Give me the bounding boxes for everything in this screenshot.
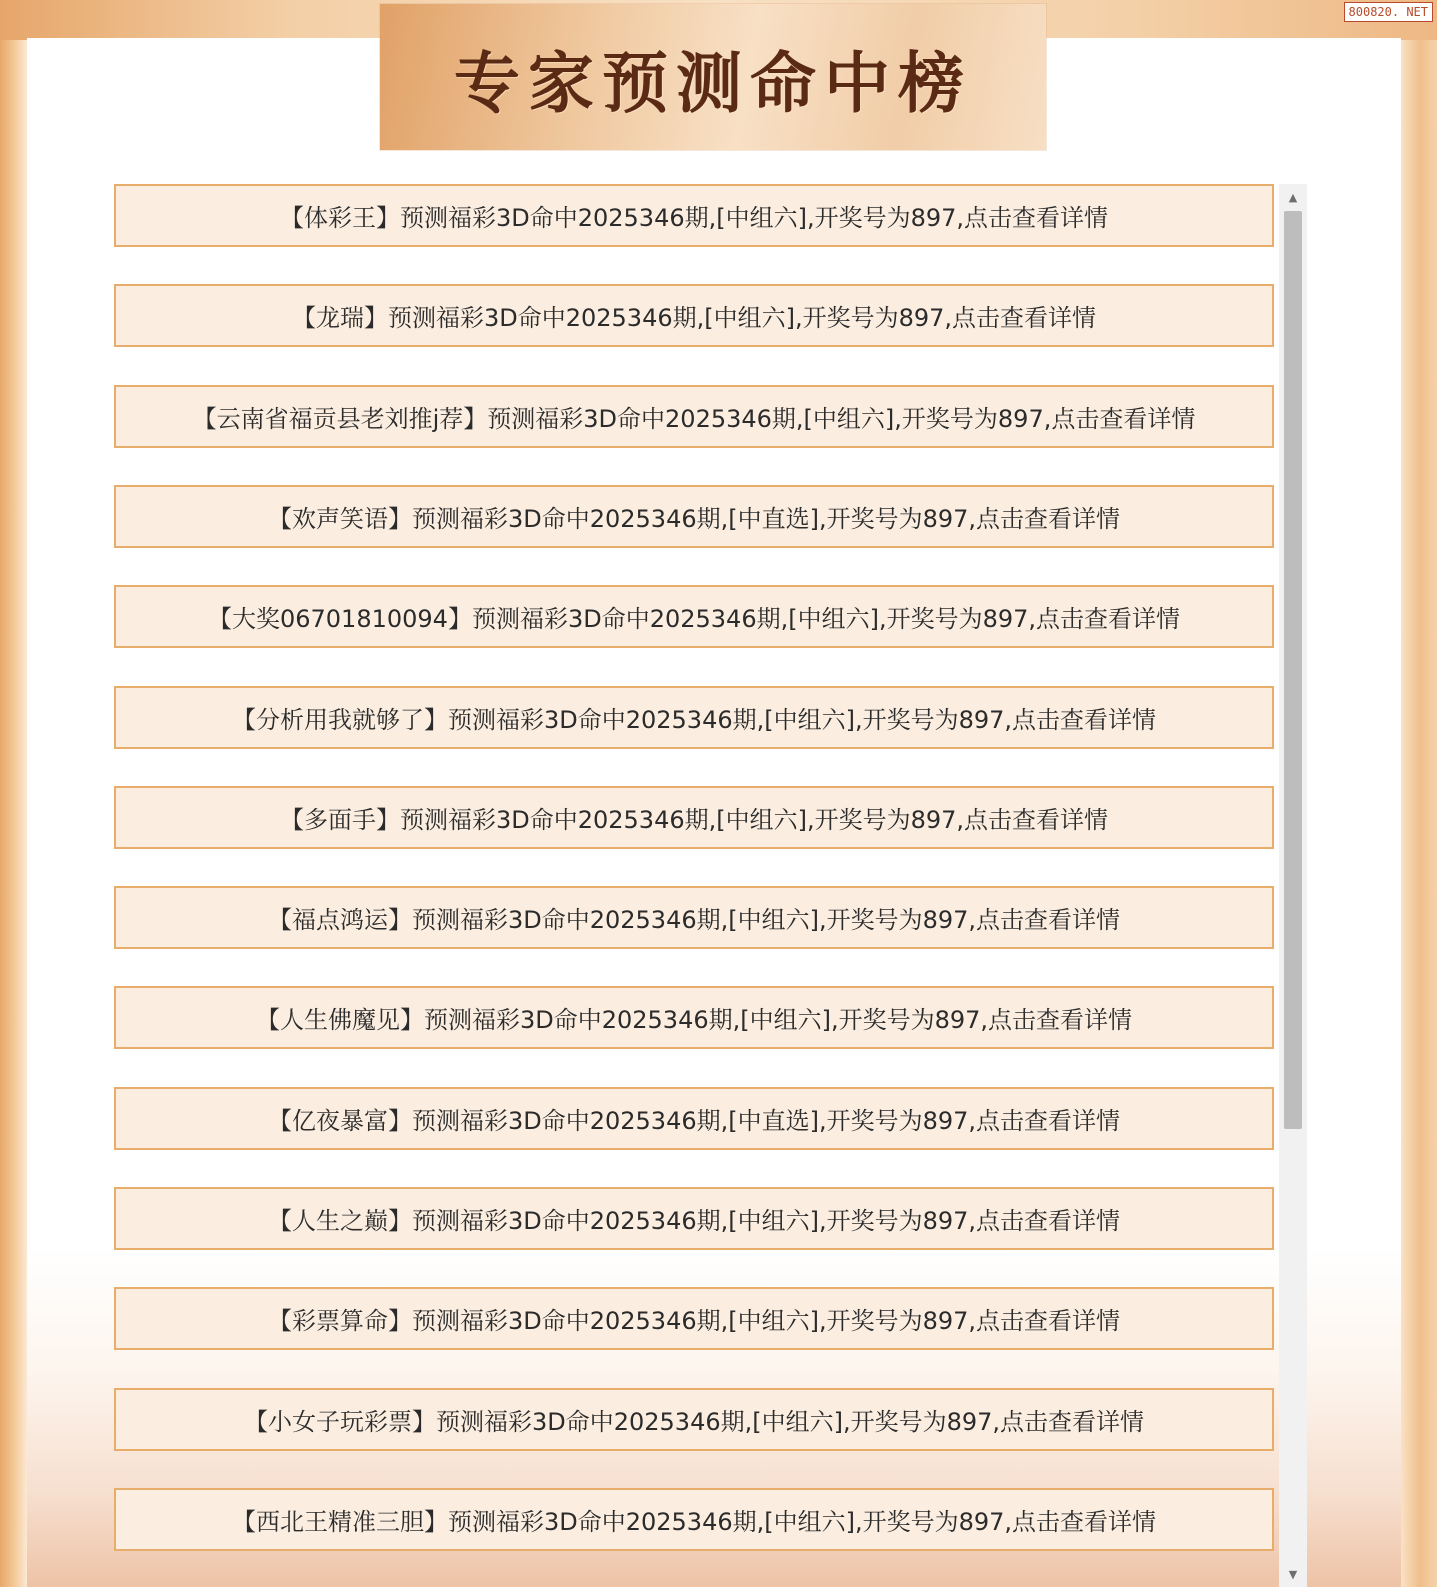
list-item[interactable]: 【体彩王】预测福彩3D命中2025346期,[中组六],开奖号为897,点击查看详情: [114, 184, 1274, 247]
list-item[interactable]: 【分析用我就够了】预测福彩3D命中2025346期,[中组六],开奖号为897,点击查看详情: [114, 686, 1274, 749]
list-item[interactable]: 【欢声笑语】预测福彩3D命中2025346期,[中直选],开奖号为897,点击查看详情: [114, 485, 1274, 548]
list-item[interactable]: 【西北王精准三胆】预测福彩3D命中2025346期,[中组六],开奖号为897,点击查看详情: [114, 1488, 1274, 1551]
list-viewport: [114, 184, 1278, 1587]
prediction-list: [114, 184, 1307, 1587]
triangle-down-icon[interactable]: ▼: [1288, 1567, 1298, 1581]
site-watermark: 800820. NET: [1344, 2, 1433, 22]
list-item[interactable]: 【人生佛魔见】预测福彩3D命中2025346期,[中组六],开奖号为897,点击查看详情: [114, 986, 1274, 1049]
list-item[interactable]: 【彩票算命】预测福彩3D命中2025346期,[中组六],开奖号为897,点击查看详情: [114, 1287, 1274, 1350]
list-item[interactable]: 【人生之巅】预测福彩3D命中2025346期,[中组六],开奖号为897,点击查看详情: [114, 1187, 1274, 1250]
list-item[interactable]: 【云南省福贡县老刘推j荐】预测福彩3D命中2025346期,[中组六],开奖号为897,点击查看详情: [114, 385, 1274, 448]
list-item[interactable]: 【龙瑞】预测福彩3D命中2025346期,[中组六],开奖号为897,点击查看详情: [114, 284, 1274, 347]
list-item[interactable]: 【大奖06701810094】预测福彩3D命中2025346期,[中组六],开奖号为897,点击查看详情: [114, 585, 1274, 648]
scrollbar[interactable]: [1279, 184, 1307, 1587]
scroll-thumb[interactable]: [1284, 211, 1302, 1129]
list-item[interactable]: 【亿夜暴富】预测福彩3D命中2025346期,[中直选],开奖号为897,点击查看详情: [114, 1087, 1274, 1150]
list-item[interactable]: 【小女子玩彩票】预测福彩3D命中2025346期,[中组六],开奖号为897,点击查看详情: [114, 1388, 1274, 1451]
page-title: 专家预测命中榜: [454, 43, 972, 122]
triangle-up-icon[interactable]: ▲: [1288, 190, 1298, 204]
title-banner: [380, 4, 1046, 150]
list-item[interactable]: 【多面手】预测福彩3D命中2025346期,[中组六],开奖号为897,点击查看详情: [114, 786, 1274, 849]
list-item[interactable]: 【福点鸿运】预测福彩3D命中2025346期,[中组六],开奖号为897,点击查看详情: [114, 886, 1274, 949]
